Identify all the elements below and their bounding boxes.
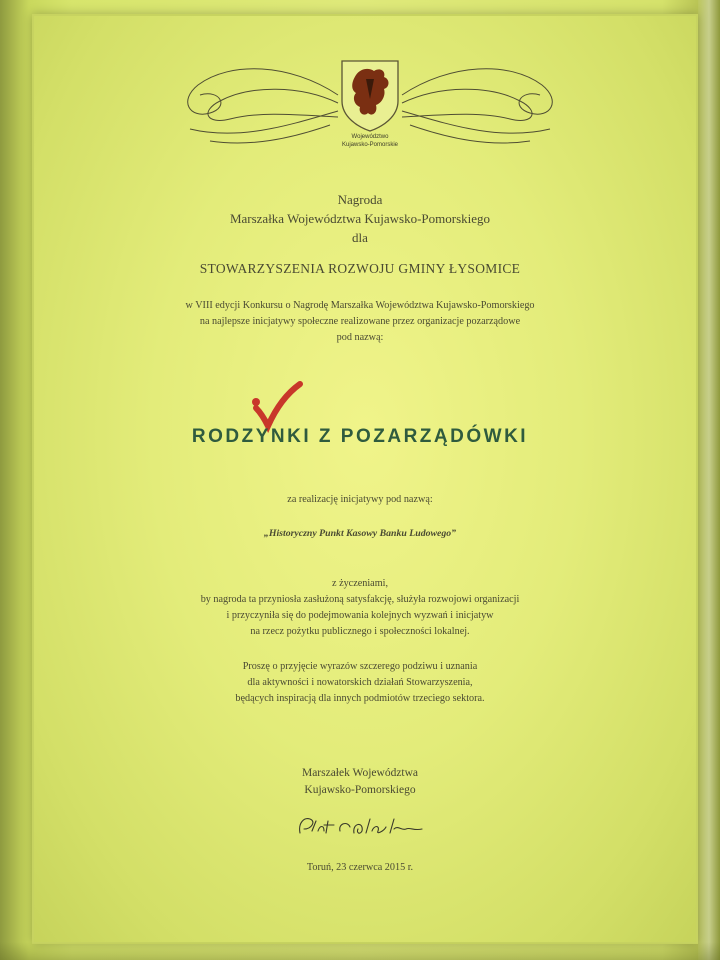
thanks-line-3: będących inspiracją dla innych podmiotów trzeciego sektora. xyxy=(235,693,485,704)
frame-edge-right xyxy=(698,0,720,960)
contest-title: RODZYNKI Z POZARZĄDÓWKI xyxy=(191,426,529,447)
frame-edge-bottom xyxy=(0,942,720,960)
emblem-caption-1: Województwo xyxy=(351,134,389,140)
heading-for: dla xyxy=(352,230,368,245)
contest-line-3: pod nazwą: xyxy=(336,332,384,343)
thanks-line-1: Proszę o przyjęcie wyrazów szczerego podziwu i uznania xyxy=(242,661,478,672)
initiative-name: „Historyczny Punkt Kasowy Banku Ludowego” xyxy=(263,528,457,539)
heading-award: Nagroda xyxy=(337,192,383,207)
contest-line-1: w VIII edycji Konkursu o Nagrodę Marszałka Województwa Kujawsko-Pomorskiego xyxy=(185,300,535,311)
emblem-area xyxy=(170,55,570,165)
wishes-line-2: by nagroda ta przyniosła zasłużoną satysfakcję, służyła rozwojowi organizacji xyxy=(200,594,520,605)
initiative-intro: za realizację inicjatywy pod nazwą: xyxy=(287,494,433,505)
contest-line-2: na najlepsze inicjatywy społeczne realizowane przez organizacje pozarządowe xyxy=(199,316,521,327)
thanks-line-2: dla aktywności i nowatorskich działań Stowarzyszenia, xyxy=(247,677,473,688)
signatory-line-1: Marszałek Województwa xyxy=(301,767,419,779)
signatory-line-2: Kujawsko-Pomorskiego xyxy=(304,784,416,796)
heading-marshal: Marszałka Województwa Kujawsko-Pomorskiego xyxy=(229,211,491,226)
handwritten-signature xyxy=(290,813,440,841)
wishes-line-4: na rzecz pożytku publicznego i społeczności lokalnej. xyxy=(250,626,470,637)
wishes-line-3: i przyczyniła się do podejmowania kolejnych wyzwań i inicjatyw xyxy=(226,610,494,621)
recipient-name: STOWARZYSZENIA ROZWOJU GMINY ŁYSOMICE xyxy=(199,261,521,276)
emblem-caption-2: Kujawsko-Pomorskie xyxy=(341,142,399,148)
place-date: Toruń, 23 czerwca 2015 r. xyxy=(306,862,414,873)
wishes-line-1: z życzeniami, xyxy=(332,578,388,589)
